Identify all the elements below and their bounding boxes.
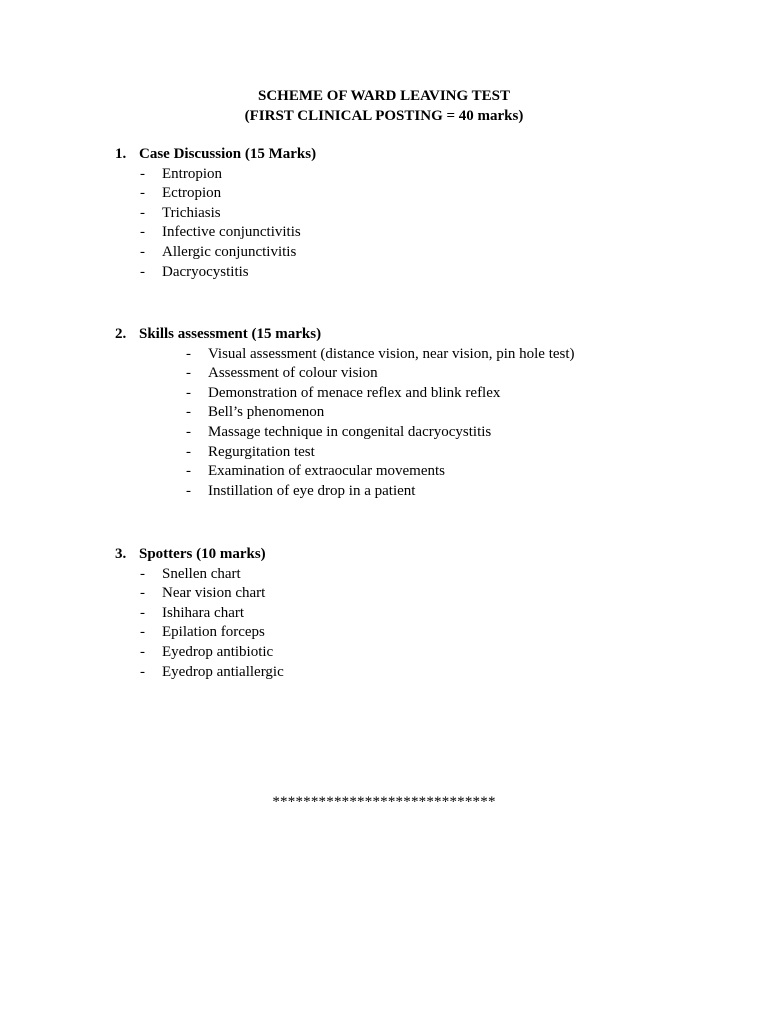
list-item (0, 364, 768, 384)
section-number: 2. (115, 326, 127, 342)
bullet-dash: - (140, 185, 145, 202)
list-item-text: Regurgitation test (208, 443, 315, 460)
list-item-text: Snellen chart (162, 565, 241, 582)
skills-list (0, 345, 768, 502)
list-item (0, 184, 768, 204)
document-subtitle: (FIRST CLINICAL POSTING = 40 marks) (244, 108, 524, 124)
list-item-text: Assessment of colour vision (208, 365, 378, 382)
list-item (0, 243, 768, 263)
list-item (0, 443, 768, 463)
list-item-text: Examination of extraocular movements (208, 463, 446, 480)
list-item-text: Infective conjunctivitis (162, 224, 301, 241)
list-item (0, 345, 768, 365)
bullet-dash: - (186, 384, 191, 401)
list-item (0, 223, 768, 243)
bullet-dash: - (140, 643, 145, 660)
bullet-dash: - (140, 624, 145, 641)
document-title: SCHEME OF WARD LEAVING TEST (257, 88, 510, 104)
section-skills-assessment (0, 325, 768, 501)
list-item (0, 584, 768, 604)
section-number: 3. (115, 546, 127, 562)
list-item (0, 165, 768, 185)
list-item (0, 263, 768, 283)
bullet-dash: - (140, 585, 145, 602)
list-item-text: Massage technique in congenital dacryocystitis (208, 423, 492, 440)
bullet-dash: - (140, 604, 145, 621)
section-title: Skills assessment (15 marks) (139, 326, 322, 342)
bullet-dash: - (140, 204, 145, 221)
bullet-dash: - (140, 165, 145, 182)
footer-separator: ***************************** (272, 794, 496, 810)
list-item (0, 423, 768, 443)
list-item (0, 623, 768, 643)
bullet-dash: - (186, 482, 191, 499)
list-item (0, 384, 768, 404)
spotters-list (0, 565, 768, 683)
bullet-dash: - (140, 663, 145, 680)
list-item-text: Ectropion (162, 185, 222, 202)
case-list (0, 165, 768, 283)
section-heading (0, 545, 768, 565)
list-item-text: Ishihara chart (162, 604, 245, 621)
list-item (0, 204, 768, 224)
bullet-dash: - (186, 345, 191, 362)
list-item-text: Instillation of eye drop in a patient (208, 482, 416, 499)
section-heading (0, 325, 768, 345)
section-number: 1. (115, 146, 127, 162)
bullet-dash: - (186, 365, 191, 382)
section-title: Spotters (10 marks) (139, 546, 266, 562)
bullet-dash: - (140, 224, 145, 241)
list-item-text: Allergic conjunctivitis (162, 243, 297, 260)
list-item-text: Visual assessment (distance vision, near vision, pin hole test) (208, 345, 575, 362)
bullet-dash: - (186, 423, 191, 440)
bullet-dash: - (186, 463, 191, 480)
list-item (0, 403, 768, 423)
bullet-dash: - (186, 404, 191, 421)
list-item (0, 663, 768, 683)
list-item-text: Demonstration of menace reflex and blink reflex (208, 384, 501, 401)
bullet-dash: - (140, 263, 145, 280)
list-item-text: Eyedrop antiallergic (162, 663, 284, 680)
list-item-text: Entropion (162, 165, 222, 182)
section-case-discussion (0, 145, 768, 282)
list-item-text: Eyedrop antibiotic (162, 643, 274, 660)
list-item-text: Trichiasis (162, 204, 221, 221)
list-item (0, 462, 768, 482)
section-title: Case Discussion (15 Marks) (139, 146, 317, 162)
bullet-dash: - (140, 565, 145, 582)
list-item (0, 565, 768, 585)
list-item (0, 643, 768, 663)
list-item-text: Near vision chart (162, 585, 266, 602)
bullet-dash: - (140, 243, 145, 260)
bullet-dash: - (186, 443, 191, 460)
section-spotters (0, 545, 768, 682)
list-item-text: Epilation forceps (162, 624, 265, 641)
section-heading (0, 145, 768, 165)
list-item (0, 604, 768, 624)
list-item-text: Bell’s phenomenon (208, 404, 325, 421)
list-item-text: Dacryocystitis (162, 263, 249, 280)
list-item (0, 482, 768, 502)
